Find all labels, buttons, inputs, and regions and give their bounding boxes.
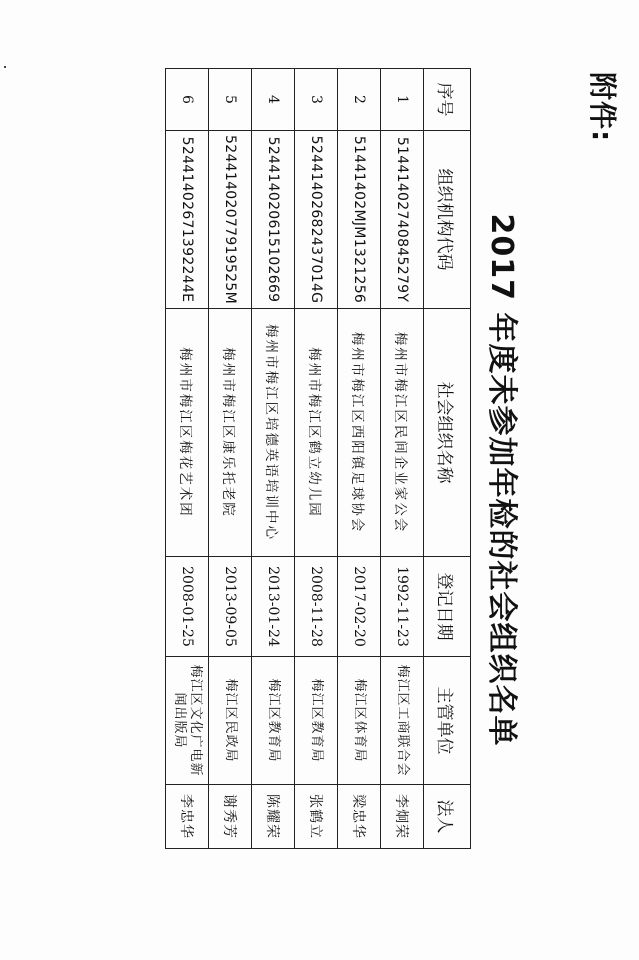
cell-no: 4 [252,69,295,131]
cell-name: 梅州市梅江区民间企业家公会 [381,309,424,557]
cell-no: 1 [381,69,424,131]
cell-no: 2 [338,69,381,131]
cell-code: 524414026824370​14G [295,131,338,309]
cell-date: 2017-02-20 [338,557,381,657]
cell-supervisor: 梅江区文化广电新闻出版局 [166,657,209,785]
cell-representative: 张鹤立 [295,785,338,849]
cell-code: 52441402077919525M [209,131,252,309]
cell-no: 3 [295,69,338,131]
attachment-label: 附件: [586,72,619,143]
cell-code: 524414020615102669 [252,131,295,309]
table-row [338,69,381,849]
cell-name: 梅州市梅江区梅花艺术团 [166,309,209,557]
cell-supervisor: 梅江区工商联合会 [381,657,424,785]
column-header-date: 登记日期 [424,557,471,657]
cell-date: 2008-11-28 [295,557,338,657]
cell-representative: 李炯荣 [381,785,424,849]
table-header-row [424,69,471,849]
cell-no: 5 [209,69,252,131]
cell-name: 梅州市梅江区西阳镇足球协会 [338,309,381,557]
cell-date: 2013-01-24 [252,557,295,657]
cell-date: 2013-09-05 [209,557,252,657]
cell-date: 1992-11-23 [381,557,424,657]
column-header-no: 序号 [424,69,471,131]
cell-representative: 陈耀荣 [252,785,295,849]
column-header-code: 组织机构代码 [424,131,471,309]
column-header-supervisor: 主管单位 [424,657,471,785]
cell-representative: 梁忠华 [338,785,381,849]
organization-table [165,68,471,849]
cell-representative: 谢秀芳 [209,785,252,849]
table-row [295,69,338,849]
column-header-name: 社会组织名称 [424,309,471,557]
cell-no: 6 [166,69,209,131]
table-row [381,69,424,849]
cell-name: 梅州市梅江区培德英语培训中心 [252,309,295,557]
cell-code: 5144140​2MJM1321256 [338,131,381,309]
table-row [166,69,209,849]
cell-supervisor: 梅江区教育局 [295,657,338,785]
cell-date: 2008-01-25 [166,557,209,657]
table-row [252,69,295,849]
cell-supervisor: 梅江区教育局 [252,657,295,785]
cell-code: 514414027408452​79Y [381,131,424,309]
cell-name: 梅州市梅江区康乐托老院 [209,309,252,557]
cell-code: 52441402671392244E [166,131,209,309]
cell-supervisor: 梅江区民政局 [209,657,252,785]
column-header-representative: 法人 [424,785,471,849]
cell-name: 梅州市梅江区鹤立幼儿园 [295,309,338,557]
document-title: 2017 年度未参加年检的社会组织名单 [484,213,519,747]
cell-representative: 李忠华 [166,785,209,849]
cell-supervisor: 梅江区体育局 [338,657,381,785]
table-row [209,69,252,849]
